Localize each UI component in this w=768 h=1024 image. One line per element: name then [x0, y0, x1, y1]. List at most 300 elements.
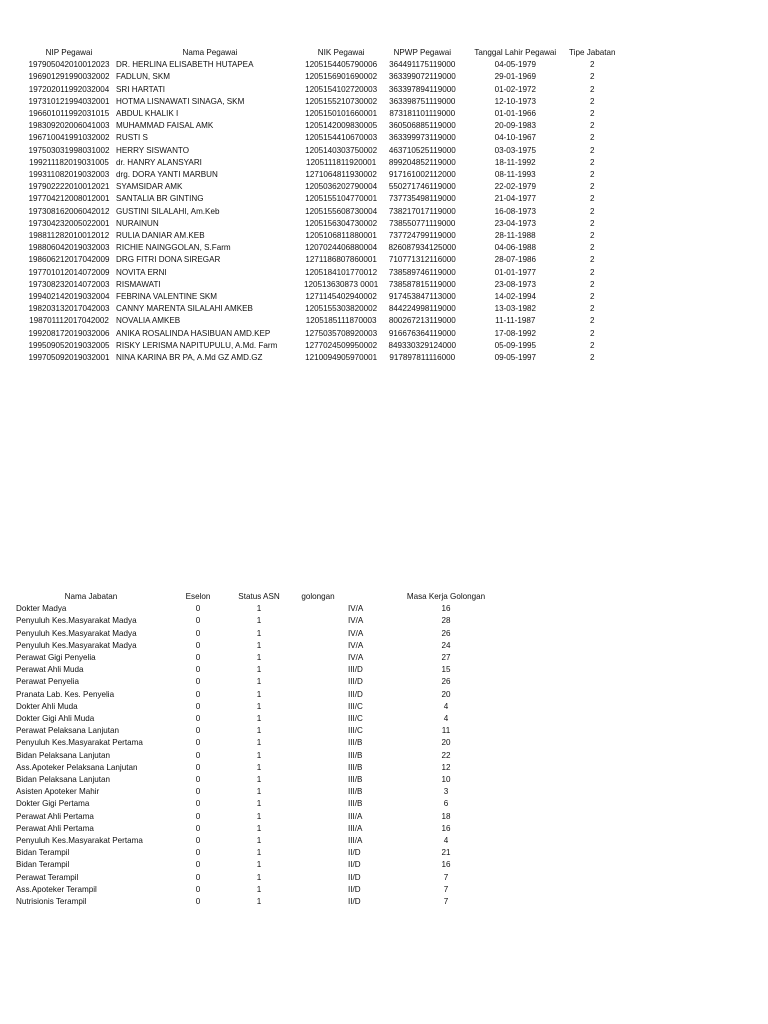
masa-kerja-cell: 22: [441, 750, 451, 760]
npwp-cell: 360506885119000: [388, 121, 456, 131]
tanggal-lahir-cell: 14-02-1994: [494, 292, 536, 302]
jabatan-row: [16, 847, 498, 859]
pegawai-row: [22, 279, 620, 291]
nama-cell: RULIA DANIAR AM.KEB: [116, 231, 205, 241]
npwp-cell: 737724799119000: [388, 231, 456, 241]
eselon-cell: 0: [195, 762, 201, 772]
nama-cell: NOVITA ERNI: [116, 267, 167, 277]
tanggal-lahir-cell: 21-04-1977: [494, 194, 536, 204]
npwp-cell: 849330329124000: [388, 340, 457, 350]
nama-jabatan-cell: Penyuluh Kes.Masyarakat Madya: [16, 628, 137, 638]
golongan-cell: III/B: [348, 762, 363, 772]
golongan-cell: III/B: [348, 750, 363, 760]
jabatan-row: [16, 774, 498, 786]
tipe-jabatan-cell: 2: [590, 231, 595, 241]
npwp-cell: 917453847113000: [388, 292, 456, 302]
golongan-cell: IV/A: [348, 653, 364, 663]
nama-jabatan-cell: Penyuluh Kes.Masyarakat Pertama: [16, 738, 143, 748]
golongan-cell: II/D: [348, 884, 361, 894]
status-asn-cell: 1: [256, 823, 262, 833]
status-asn-cell: 1: [256, 628, 262, 638]
pegawai-row: [22, 303, 620, 315]
nama-cell: RICHIE NAINGGOLAN, S.Farm: [116, 243, 231, 253]
pegawai-header: [22, 47, 620, 59]
tipe-jabatan-cell: 2: [590, 292, 595, 302]
masa-kerja-cell: 26: [441, 628, 451, 638]
nama-jabatan-cell: Bidan Terampil: [16, 860, 70, 870]
nik-cell: 1205140303750002: [305, 145, 378, 155]
status-asn-cell: 1: [256, 872, 262, 882]
pegawai-row: [22, 340, 620, 352]
tanggal-lahir-cell: 28-11-1988: [494, 231, 536, 241]
pegawai-row: [22, 84, 620, 96]
npwp-cell: 363397894119000: [388, 84, 456, 94]
spacer-cell: [288, 676, 348, 688]
jabatan-row: [16, 835, 498, 847]
golongan-cell: III/C: [348, 726, 363, 736]
tanggal-lahir-cell: 23-08-1973: [494, 279, 536, 289]
tanggal-lahir-cell: 04-05-1979: [494, 60, 536, 70]
nik-cell: 1205155303820002: [305, 304, 378, 314]
tipe-jabatan-cell: 2: [590, 340, 595, 350]
eselon-cell: 0: [195, 884, 201, 894]
tanggal-lahir-cell: 23-04-1973: [494, 218, 536, 228]
golongan-cell: III/B: [348, 787, 363, 797]
spacer-cell: [288, 640, 348, 652]
masa-kerja-cell: 18: [441, 811, 451, 821]
status-asn-cell: 1: [256, 604, 262, 614]
pegawai-row: [22, 181, 620, 193]
masa-kerja-cell: 16: [441, 860, 451, 870]
status-asn-cell: 1: [256, 616, 262, 626]
nip-cell: 197308232014072003: [28, 279, 110, 289]
nama-jabatan-cell: Bidan Pelaksana Lanjutan: [16, 775, 111, 785]
spacer-cell: [288, 823, 348, 835]
eselon-cell: 0: [195, 897, 201, 907]
tipe-jabatan-cell: 2: [590, 133, 595, 143]
nik-cell: 1205106811880001: [305, 231, 377, 241]
golongan-cell: III/D: [348, 665, 363, 675]
npwp-cell: 917161002112000: [388, 170, 456, 180]
nik-cell: 1271064811930002: [305, 170, 377, 180]
golongan-cell: III/D: [348, 689, 363, 699]
tipe-jabatan-cell: 2: [590, 353, 595, 363]
pegawai-row: [22, 71, 620, 83]
masa-kerja-cell: 28: [441, 616, 451, 626]
nip-cell: 196601011992031015: [28, 109, 110, 119]
npwp-cell: 800267213119000: [388, 316, 456, 326]
pegawai-body: [22, 59, 620, 364]
tipe-jabatan-cell: 2: [590, 255, 595, 265]
masa-kerja-cell: 4: [443, 714, 449, 724]
nama-jabatan-cell: Perawat Penyelia: [16, 677, 79, 687]
status-asn-cell: 1: [256, 836, 262, 846]
nip-cell: 197304232005022001: [28, 218, 110, 228]
status-asn-cell: 1: [256, 653, 262, 663]
pegawai-row: [22, 291, 620, 303]
eselon-cell: 0: [195, 750, 201, 760]
eselon-cell: 0: [195, 714, 201, 724]
tipe-jabatan-cell: 2: [590, 279, 595, 289]
status-asn-cell: 1: [256, 640, 262, 650]
golongan-cell: IV/A: [348, 628, 364, 638]
eselon-cell: 0: [195, 701, 201, 711]
nip-cell: 197902222010012021: [28, 182, 110, 192]
golongan-cell: II/D: [348, 848, 361, 858]
golongan-cell: III/C: [348, 714, 363, 724]
npwp-cell: 826087934125000: [388, 243, 457, 253]
nama-jabatan-cell: Perawat Ahli Pertama: [16, 823, 94, 833]
npwp-cell: 738550771119000: [389, 218, 456, 228]
status-asn-cell: 1: [256, 714, 262, 724]
nik-cell: 1205155104770001: [305, 194, 378, 204]
pegawai-row: [22, 120, 620, 132]
nama-cell: ANIKA ROSALINDA HASIBUAN AMD.KEP: [116, 328, 271, 338]
masa-kerja-cell: 20: [441, 689, 451, 699]
nama-jabatan-cell: Asisten Apoteker Mahir: [16, 787, 100, 797]
header-tanggal-lahir: Tanggal Lahir Pegawai: [474, 48, 557, 57]
nama-jabatan-cell: Bidan Pelaksana Lanjutan: [16, 750, 111, 760]
golongan-cell: III/B: [348, 799, 363, 809]
jabatan-row: [16, 628, 498, 640]
jabatan-row: [16, 615, 498, 627]
eselon-cell: 0: [195, 775, 201, 785]
jabatan-row: [16, 652, 498, 664]
nama-cell: HOTMA LISNAWATI SINAGA, SKM: [116, 96, 245, 106]
golongan-cell: III/D: [348, 677, 363, 687]
nik-cell: 1205154410670003: [305, 133, 378, 143]
header-nama-jabatan: Nama Jabatan: [64, 592, 118, 601]
golongan-cell: II/D: [348, 897, 361, 907]
nama-jabatan-cell: Ass.Apoteker Terampil: [16, 884, 97, 894]
nama-cell: ABDUL KHALIK I: [116, 109, 179, 119]
eselon-cell: 0: [195, 848, 201, 858]
masa-kerja-cell: 11: [441, 726, 451, 736]
spacer-cell: [288, 701, 348, 713]
tanggal-lahir-cell: 04-10-1967: [494, 133, 536, 143]
nama-jabatan-cell: Ass.Apoteker Pelaksana Lanjutan: [16, 762, 138, 772]
masa-kerja-cell: 6: [443, 799, 449, 809]
pegawai-row: [22, 267, 620, 279]
status-asn-cell: 1: [256, 787, 262, 797]
jabatan-row: [16, 750, 498, 762]
nik-cell: 1207024406880004: [305, 243, 378, 253]
tanggal-lahir-cell: 08-11-1993: [494, 170, 536, 180]
masa-kerja-cell: 16: [441, 823, 451, 833]
eselon-cell: 0: [195, 799, 201, 809]
nama-cell: SYAMSIDAR AMK: [116, 182, 183, 192]
spacer-cell: [288, 774, 348, 786]
header-nip: NIP Pegawai: [45, 48, 93, 57]
pegawai-header-row: [22, 47, 620, 59]
pegawai-row: [22, 218, 620, 230]
masa-kerja-cell: 10: [441, 775, 451, 785]
status-asn-cell: 1: [256, 726, 262, 736]
spacer-cell: [288, 652, 348, 664]
golongan-cell: III/B: [348, 775, 363, 785]
tipe-jabatan-cell: 2: [590, 182, 595, 192]
nik-cell: 1205156901690002: [305, 72, 378, 82]
golongan-cell: II/D: [348, 860, 361, 870]
eselon-cell: 0: [195, 616, 201, 626]
masa-kerja-cell: 7: [443, 897, 449, 907]
nama-jabatan-cell: Dokter Madya: [16, 604, 67, 614]
header-golongan: golongan: [301, 592, 335, 601]
golongan-cell: III/C: [348, 701, 363, 711]
npwp-cell: 363398751119000: [389, 96, 456, 106]
tanggal-lahir-cell: 09-05-1997: [494, 353, 536, 363]
jabatan-row: [16, 713, 498, 725]
pegawai-table: [22, 47, 620, 364]
eselon-cell: 0: [195, 628, 201, 638]
jabatan-row: [16, 701, 498, 713]
header-eselon: Eselon: [185, 592, 211, 601]
nama-cell: DRG FITRI DONA SIREGAR: [116, 255, 221, 265]
tipe-jabatan-cell: 2: [590, 157, 595, 167]
jabatan-table: [16, 591, 498, 908]
nik-cell: 1205036202790004: [305, 182, 378, 192]
nama-jabatan-cell: Dokter Gigi Pertama: [16, 799, 90, 809]
jabatan-row: [16, 640, 498, 652]
nama-jabatan-cell: Dokter Ahli Muda: [16, 701, 78, 711]
masa-kerja-cell: 20: [441, 738, 451, 748]
status-asn-cell: 1: [256, 860, 262, 870]
nama-jabatan-cell: Perawat Gigi Penyelia: [16, 653, 96, 663]
eselon-cell: 0: [195, 677, 201, 687]
nip-cell: 196710041991032002: [28, 133, 110, 143]
jabatan-row: [16, 896, 498, 908]
pegawai-row: [22, 206, 620, 218]
status-asn-cell: 1: [256, 665, 262, 675]
tipe-jabatan-cell: 2: [590, 194, 595, 204]
npwp-cell: 463710525119000: [388, 145, 456, 155]
tanggal-lahir-cell: 20-09-1983: [494, 121, 536, 131]
tipe-jabatan-cell: 2: [590, 96, 595, 106]
nik-cell: 1210094905970001: [305, 353, 378, 363]
nama-cell: GUSTINI SILALAHI, Am.Keb: [116, 206, 220, 216]
header-masa-kerja: Masa Kerja Golongan: [406, 592, 486, 601]
nip-cell: 197704212008012001: [28, 194, 110, 204]
nip-cell: 198203132017042003: [28, 304, 110, 314]
nama-jabatan-cell: Perawat Pelaksana Lanjutan: [16, 726, 120, 736]
nik-cell: 1271186807860001: [305, 255, 377, 265]
jabatan-row: [16, 689, 498, 701]
spacer-cell: [288, 872, 348, 884]
eselon-cell: 0: [195, 653, 201, 663]
jabatan-body: [16, 603, 498, 908]
nip-cell: 199509052019032005: [28, 340, 110, 350]
npwp-cell: 363399072119000: [388, 72, 456, 82]
golongan-cell: IV/A: [348, 604, 364, 614]
status-asn-cell: 1: [256, 775, 262, 785]
status-asn-cell: 1: [256, 811, 262, 821]
spacer-cell: [288, 664, 348, 676]
tanggal-lahir-cell: 04-06-1988: [494, 243, 536, 253]
nama-cell: SANTALIA BR GINTING: [116, 194, 204, 204]
nip-cell: 198606212017042009: [28, 255, 110, 265]
nama-cell: DR. HERLINA ELISABETH HUTAPEA: [116, 60, 254, 70]
nip-cell: 197202011992032004: [28, 84, 110, 94]
nama-jabatan-cell: Penyuluh Kes.Masyarakat Madya: [16, 640, 137, 650]
pegawai-row: [22, 108, 620, 120]
tanggal-lahir-cell: 28-07-1986: [494, 255, 536, 265]
nama-jabatan-cell: Penyuluh Kes.Masyarakat Pertama: [16, 836, 143, 846]
tipe-jabatan-cell: 2: [590, 170, 595, 180]
pegawai-row: [22, 230, 620, 242]
golongan-cell: IV/A: [348, 616, 364, 626]
nama-cell: MUHAMMAD FAISAL AMK: [116, 121, 214, 131]
nik-cell: 1271145402940002: [305, 292, 377, 302]
tipe-jabatan-cell: 2: [590, 267, 595, 277]
eselon-cell: 0: [195, 604, 201, 614]
tipe-jabatan-cell: 2: [590, 84, 595, 94]
nik-cell: 1275035708920003: [305, 328, 378, 338]
nama-cell: dr. HANRY ALANSYARI: [116, 157, 202, 167]
nip-cell: 199705092019032001: [28, 353, 110, 363]
nip-cell: 199402142019032004: [28, 292, 110, 302]
nip-cell: 198309202006041003: [28, 121, 110, 131]
header-status-asn: Status ASN: [238, 592, 280, 601]
nik-cell: 1205155210730002: [305, 96, 378, 106]
header-tipe-jabatan: Tipe Jabatan: [569, 48, 616, 57]
tanggal-lahir-cell: 16-08-1973: [494, 206, 536, 216]
tipe-jabatan-cell: 2: [590, 121, 595, 131]
nama-cell: RISMAWATI: [116, 279, 161, 289]
golongan-cell: III/A: [348, 823, 363, 833]
golongan-cell: IV/A: [348, 640, 364, 650]
status-asn-cell: 1: [256, 762, 262, 772]
jabatan-row: [16, 737, 498, 749]
masa-kerja-cell: 15: [441, 665, 451, 675]
tanggal-lahir-cell: 12-10-1973: [494, 96, 536, 106]
spacer-cell: [288, 786, 348, 798]
spacer-cell: [288, 847, 348, 859]
pegawai-row: [22, 169, 620, 181]
nik-cell: 1277024509950002: [305, 340, 378, 350]
tanggal-lahir-cell: 13-03-1982: [494, 304, 536, 314]
eselon-cell: 0: [195, 787, 201, 797]
nip-cell: 197308162006042012: [28, 206, 110, 216]
nik-cell: 1205184101770012: [305, 267, 378, 277]
nip-cell: 197310121994032001: [28, 96, 110, 106]
nik-cell: 1205154405790006: [305, 60, 378, 70]
jabatan-row: [16, 725, 498, 737]
pegawai-row: [22, 193, 620, 205]
pegawai-row: [22, 352, 620, 364]
pegawai-row: [22, 157, 620, 169]
nama-jabatan-cell: Perawat Ahli Muda: [16, 665, 84, 675]
npwp-cell: 550271746119000: [388, 182, 456, 192]
nama-cell: RUSTI S: [116, 133, 148, 143]
nama-cell: CANNY MARENTA SILALAHI AMKEB: [116, 304, 253, 314]
tanggal-lahir-cell: 18-11-1992: [494, 157, 536, 167]
status-asn-cell: 1: [256, 897, 262, 907]
header-npwp: NPWP Pegawai: [393, 48, 451, 57]
jabatan-row: [16, 786, 498, 798]
status-asn-cell: 1: [256, 701, 262, 711]
spacer-cell: [288, 896, 348, 908]
jabatan-header-row: [16, 591, 498, 603]
nip-cell: 198811282010012012: [28, 231, 110, 241]
tipe-jabatan-cell: 2: [590, 316, 595, 326]
nip-cell: 197701012014072009: [28, 267, 110, 277]
npwp-cell: 916676364119000: [388, 328, 456, 338]
nik-cell: 120513630873 0001: [304, 279, 379, 289]
masa-kerja-cell: 16: [441, 604, 451, 614]
status-asn-cell: 1: [256, 750, 262, 760]
golongan-cell: II/D: [348, 872, 361, 882]
masa-kerja-cell: 26: [441, 677, 451, 687]
nip-cell: 198701112017042002: [29, 316, 109, 326]
nama-jabatan-cell: Dokter Gigi Ahli Muda: [16, 714, 95, 724]
nik-cell: 1205155608730004: [305, 206, 378, 216]
jabatan-row: [16, 859, 498, 871]
tanggal-lahir-cell: 17-08-1992: [494, 328, 536, 338]
jabatan-row: [16, 884, 498, 896]
nip-cell: 197905042010012023: [28, 60, 110, 70]
nama-cell: NINA KARINA BR PA, A.Md GZ AMD.GZ: [116, 353, 263, 363]
tipe-jabatan-cell: 2: [590, 218, 595, 228]
tanggal-lahir-cell: 03-03-1975: [494, 145, 536, 155]
spacer-cell: [288, 713, 348, 725]
header-nama: Nama Pegawai: [182, 48, 238, 57]
nik-cell: 1205185111870003: [305, 316, 377, 326]
nip-cell: 199211182019031005: [29, 157, 109, 167]
masa-kerja-cell: 27: [441, 653, 451, 663]
nik-cell: 1205154102720003: [305, 84, 378, 94]
eselon-cell: 0: [195, 665, 201, 675]
spacer-cell: [288, 798, 348, 810]
jabatan-row: [16, 676, 498, 688]
eselon-cell: 0: [195, 860, 201, 870]
jabatan-row: [16, 823, 498, 835]
tipe-jabatan-cell: 2: [590, 72, 595, 82]
nama-jabatan-cell: Perawat Ahli Pertama: [16, 811, 94, 821]
tanggal-lahir-cell: 01-01-1966: [494, 109, 536, 119]
spacer-cell: [288, 811, 348, 823]
nip-cell: 199311082019032003: [28, 170, 110, 180]
masa-kerja-cell: 7: [443, 884, 449, 894]
spacer-cell: [288, 737, 348, 749]
pegawai-row: [22, 254, 620, 266]
nama-cell: FADLUN, SKM: [116, 72, 170, 82]
masa-kerja-cell: 21: [441, 848, 451, 858]
nama-jabatan-cell: Pranata Lab. Kes. Penyelia: [16, 689, 115, 699]
nik-cell: 1205111811920001: [306, 157, 377, 167]
eselon-cell: 0: [195, 738, 201, 748]
nama-cell: NURAINUN: [116, 218, 159, 228]
jabatan-row: [16, 811, 498, 823]
eselon-cell: 0: [195, 640, 201, 650]
tipe-jabatan-cell: 2: [590, 243, 595, 253]
tipe-jabatan-cell: 2: [590, 60, 595, 70]
tanggal-lahir-cell: 11-11-1987: [495, 316, 536, 326]
tanggal-lahir-cell: 01-02-1972: [494, 84, 536, 94]
nama-cell: drg. DORA YANTI MARBUN: [116, 170, 218, 180]
status-asn-cell: 1: [256, 677, 262, 687]
nama-jabatan-cell: Bidan Terampil: [16, 848, 70, 858]
spacer-cell: [288, 884, 348, 896]
nama-cell: SRI HARTATI: [116, 84, 166, 94]
status-asn-cell: 1: [256, 689, 262, 699]
spacer-cell: [288, 725, 348, 737]
status-asn-cell: 1: [256, 848, 262, 858]
spacer-cell: [288, 689, 348, 701]
pegawai-row: [22, 242, 620, 254]
tipe-jabatan-cell: 2: [590, 304, 595, 314]
nip-cell: 198806042019032003: [28, 243, 110, 253]
npwp-cell: 363399973119000: [388, 133, 456, 143]
